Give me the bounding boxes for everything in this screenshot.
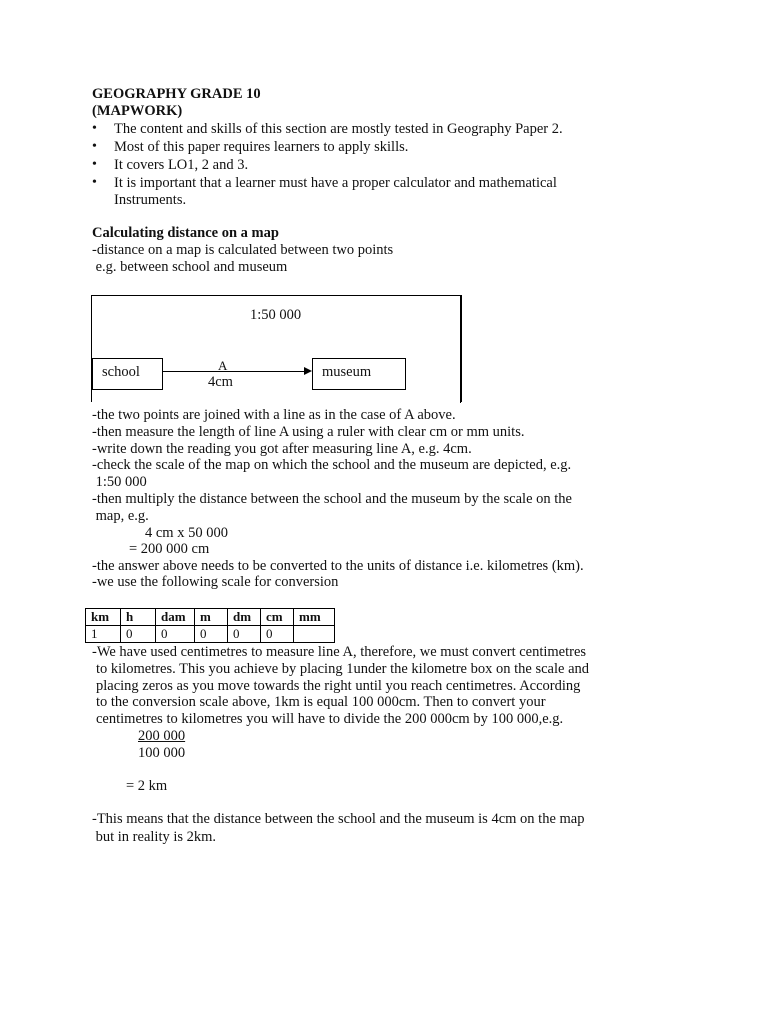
table-header-cell: h xyxy=(121,609,156,626)
museum-box xyxy=(312,358,406,390)
bullet-icon: • xyxy=(92,139,97,154)
explanation-line: to the conversion scale above, 1km is equal 100 000cm. Then to convert your xyxy=(96,694,546,710)
fraction-denominator: 100 000 xyxy=(138,745,186,761)
school-label: school xyxy=(102,364,140,380)
table-cell xyxy=(294,626,335,643)
step-line: -then multiply the distance between the school and the museum by the scale on the xyxy=(92,491,572,507)
fraction-numerator: 200 000 xyxy=(138,728,186,744)
bullet-item: It is important that a learner must have a proper calculator and mathematical xyxy=(114,175,557,191)
line-a-label: A xyxy=(218,358,228,373)
table-header-cell: m xyxy=(195,609,228,626)
bullet-item-continued: Instruments. xyxy=(114,192,187,208)
conversion-table xyxy=(85,608,335,643)
step-line: -we use the following scale for conversion xyxy=(92,574,339,590)
calculation-result: = 200 000 cm xyxy=(129,541,210,557)
page-subtitle: (MAPWORK) xyxy=(92,103,183,119)
explanation-line: placing zeros as you move towards the right until you reach centimetres. According xyxy=(96,678,581,694)
arrow-head-icon xyxy=(304,367,312,375)
step-line: map, e.g. xyxy=(92,508,149,524)
table-header-cell: dam xyxy=(156,609,195,626)
line-a xyxy=(163,371,304,372)
school-box xyxy=(92,358,163,390)
step-line: -the answer above needs to be converted to the units of distance i.e. kilometres (km). xyxy=(92,558,584,574)
table-header-cell: dm xyxy=(228,609,261,626)
line-a-length: 4cm xyxy=(208,374,233,390)
table-header-cell: mm xyxy=(294,609,335,626)
bullet-icon: • xyxy=(92,157,97,172)
fraction-result: = 2 km xyxy=(126,778,168,794)
bullet-icon: • xyxy=(92,121,97,136)
table-cell: 0 xyxy=(121,626,156,643)
conversion-table-header-row xyxy=(86,609,335,626)
conclusion-line: -This means that the distance between the school and the museum is 4cm on the map xyxy=(92,811,585,827)
museum-label: museum xyxy=(322,364,372,380)
table-cell: 0 xyxy=(156,626,195,643)
conversion-table-value-row xyxy=(86,626,335,643)
bullet-item: The content and skills of this section are mostly tested in Geography Paper 2. xyxy=(114,121,563,137)
explanation-line: -We have used centimetres to measure line A, therefore, we must convert centimetres xyxy=(92,644,587,660)
section-heading: Calculating distance on a map xyxy=(92,225,279,241)
explanation-line: centimetres to kilometres you will have to divide the 200 000cm by 100 000,e.g. xyxy=(96,711,564,727)
bullet-item: It covers LO1, 2 and 3. xyxy=(114,157,249,173)
step-line: -then measure the length of line A using a ruler with clear cm or mm units. xyxy=(92,424,525,440)
diagram-border-right xyxy=(460,296,461,403)
distance-diagram xyxy=(91,295,462,402)
section-intro: -distance on a map is calculated between two points xyxy=(92,242,394,258)
table-cell: 0 xyxy=(228,626,261,643)
section-intro: e.g. between school and museum xyxy=(92,259,288,275)
step-line: -write down the reading you got after measuring line A, e.g. 4cm. xyxy=(92,441,472,457)
bullet-icon: • xyxy=(92,175,97,190)
table-header-cell: km xyxy=(86,609,121,626)
table-cell: 0 xyxy=(195,626,228,643)
step-line: -check the scale of the map on which the school and the museum are depicted, e.g. xyxy=(92,457,572,473)
diagram-scale: 1:50 000 xyxy=(250,307,302,323)
conclusion-line: but in reality is 2km. xyxy=(92,829,217,845)
calculation-line: 4 cm x 50 000 xyxy=(145,525,228,541)
step-line: 1:50 000 xyxy=(92,474,147,490)
page-title: GEOGRAPHY GRADE 10 xyxy=(92,86,261,102)
table-cell: 0 xyxy=(261,626,294,643)
step-line: -the two points are joined with a line as in the case of A above. xyxy=(92,407,456,423)
table-cell: 1 xyxy=(86,626,121,643)
explanation-line: to kilometres. This you achieve by placing 1under the kilometre box on the scale and xyxy=(96,661,589,677)
bullet-item: Most of this paper requires learners to apply skills. xyxy=(114,139,409,155)
table-header-cell: cm xyxy=(261,609,294,626)
